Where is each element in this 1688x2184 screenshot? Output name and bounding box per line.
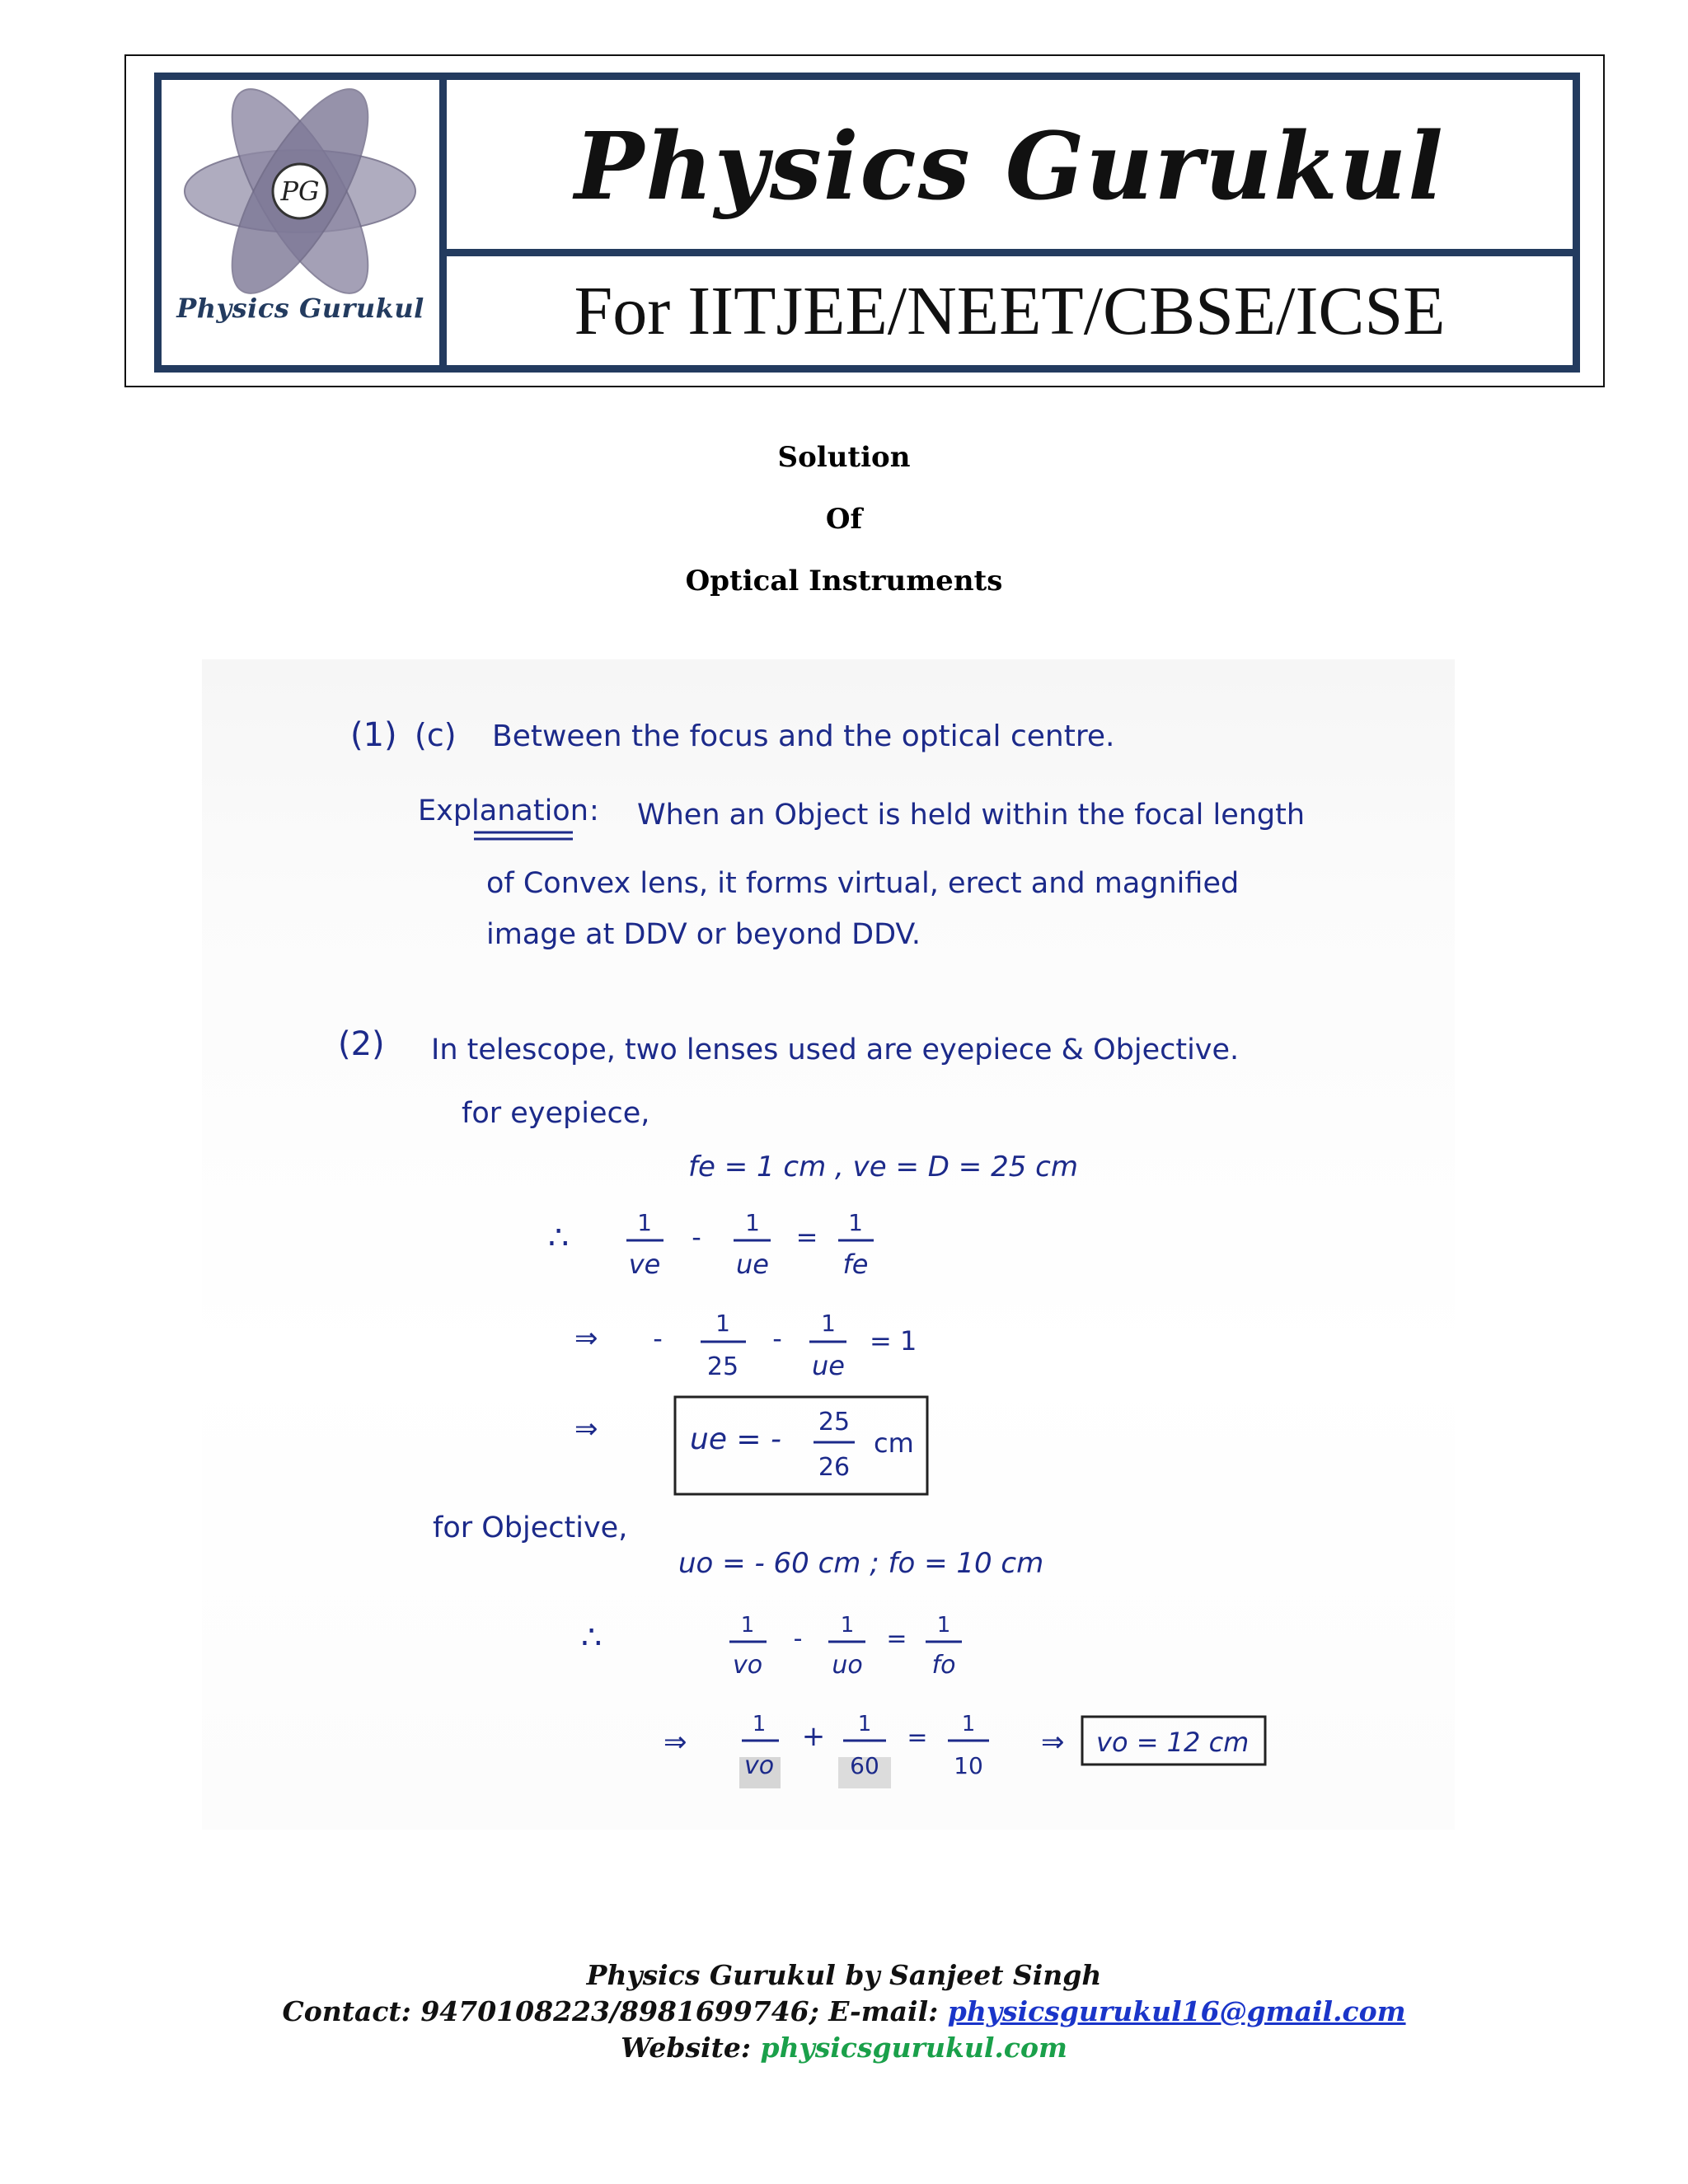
- eq2: [653, 1310, 917, 1381]
- svg-text:1: 1: [715, 1310, 730, 1337]
- svg-text:=: =: [886, 1624, 907, 1653]
- title-cell: [447, 80, 1573, 256]
- svg-text:ue: ue: [812, 1350, 845, 1381]
- explanation-line-2: of Convex lens, it forms virtual, erect and magnified: [486, 867, 1240, 900]
- svg-text:1: 1: [848, 1209, 863, 1236]
- svg-text:25: 25: [818, 1408, 851, 1436]
- handwritten-solution: [202, 659, 1455, 1830]
- svg-text:1: 1: [637, 1209, 652, 1236]
- svg-text:vo: vo: [743, 1751, 775, 1780]
- svg-text:fo: fo: [931, 1651, 956, 1680]
- svg-text:fe: fe: [842, 1249, 869, 1280]
- footer-website: [0, 2030, 1688, 2066]
- svg-text:1: 1: [857, 1712, 872, 1736]
- svg-text:1: 1: [745, 1209, 760, 1236]
- heading-of: Of: [825, 503, 863, 536]
- eq4: [739, 1712, 989, 1788]
- svg-text:=: =: [907, 1723, 928, 1752]
- brand-title: Physics Gurukul: [574, 113, 1445, 221]
- q2-intro: In telescope, two lenses used are eyepiece & Objective.: [431, 1033, 1240, 1066]
- svg-text:-: -: [692, 1221, 701, 1253]
- svg-text:25: 25: [706, 1352, 739, 1381]
- svg-text:vo: vo: [732, 1651, 763, 1680]
- svg-text:1: 1: [961, 1712, 976, 1736]
- svg-text:1: 1: [740, 1613, 755, 1638]
- svg-text:-: -: [793, 1624, 803, 1653]
- implies-2: ⇒: [574, 1413, 598, 1446]
- logo: [162, 80, 447, 365]
- svg-text:ue: ue: [736, 1249, 769, 1280]
- explanation-colon: :: [589, 794, 599, 827]
- footer: [0, 1957, 1688, 2066]
- eq1: [626, 1209, 874, 1280]
- q1-option: (c): [415, 717, 457, 753]
- heading-solution: Solution: [777, 441, 911, 474]
- svg-text:ve: ve: [628, 1249, 661, 1280]
- logo-caption: Physics Gurukul: [176, 293, 424, 324]
- svg-text:= 1: = 1: [870, 1325, 917, 1357]
- footer-contact-prefix: Contact: 9470108223/8981699746; E-mail:: [282, 1995, 948, 2027]
- objective-label: for Objective,: [433, 1511, 628, 1544]
- logo-monogram: PG: [280, 176, 320, 207]
- svg-text:-: -: [653, 1323, 663, 1354]
- therefore-1: ∴: [548, 1219, 570, 1257]
- svg-text:cm: cm: [874, 1427, 914, 1459]
- explanation-line-1: When an Object is held within the focal length: [637, 799, 1306, 832]
- svg-text:=: =: [795, 1221, 818, 1253]
- header-frame: [124, 54, 1605, 387]
- svg-text:10: 10: [954, 1752, 983, 1779]
- q1-number: (1): [350, 716, 397, 754]
- email-link[interactable]: physicsgurukul16@gmail.com: [947, 1995, 1406, 2027]
- implies-1: ⇒: [574, 1322, 598, 1355]
- subtitle-cell: [447, 256, 1573, 365]
- implies-3: ⇒: [663, 1726, 687, 1759]
- svg-text:1: 1: [752, 1712, 767, 1736]
- svg-text:+: +: [801, 1720, 826, 1753]
- brand-subtitle: For IITJEE/NEET/CBSE/ICSE: [574, 272, 1446, 349]
- eyepiece-label: for eyepiece,: [462, 1097, 650, 1130]
- svg-text:26: 26: [818, 1453, 851, 1482]
- svg-text:uo: uo: [832, 1651, 863, 1680]
- q2-number: (2): [338, 1025, 385, 1063]
- svg-text:1: 1: [936, 1613, 951, 1638]
- footer-contact: [0, 1994, 1688, 2030]
- svg-text:1: 1: [821, 1310, 836, 1337]
- explanation-label: Explanation: [418, 794, 588, 827]
- heading-topic: Optical Instruments: [685, 565, 1003, 598]
- result-1: [690, 1408, 914, 1482]
- svg-text:ue = -: ue = -: [690, 1422, 782, 1456]
- website-link[interactable]: physicsgurukul.com: [760, 2032, 1067, 2064]
- implies-4: ⇒: [1041, 1726, 1065, 1759]
- eq3: [729, 1613, 962, 1680]
- svg-text:1: 1: [840, 1613, 855, 1638]
- q1-answer: Between the focus and the optical centre.: [492, 719, 1115, 753]
- svg-text:-: -: [772, 1323, 782, 1354]
- objective-given: uo = - 60 cm ; fo = 10 cm: [678, 1547, 1044, 1580]
- svg-text:60: 60: [850, 1752, 879, 1779]
- footer-website-prefix: Website:: [621, 2032, 761, 2064]
- footer-credit: Physics Gurukul by Sanjeet Singh: [586, 1959, 1102, 1991]
- eyepiece-given: fe = 1 cm , ve = D = 25 cm: [688, 1151, 1078, 1183]
- therefore-2: ∴: [581, 1619, 603, 1657]
- result-2: vo = 12 cm: [1096, 1727, 1250, 1758]
- explanation-line-3: image at DDV or beyond DDV.: [486, 918, 921, 951]
- header-inner-frame: [154, 73, 1580, 373]
